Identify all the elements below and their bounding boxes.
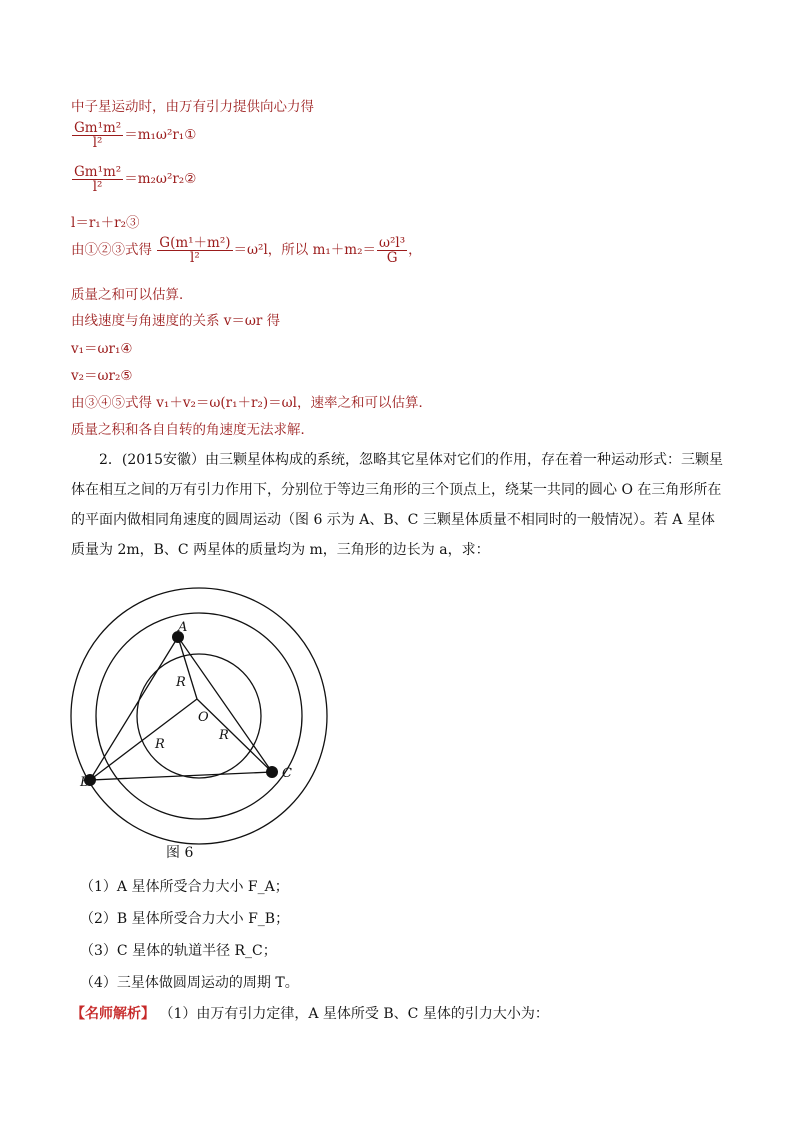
figure-three-star-orbit [68, 586, 338, 856]
equation-8: v₂＝ωr₂⑤ [71, 368, 133, 384]
label-b: B [80, 775, 90, 790]
star-c [266, 766, 278, 778]
label-r-a: R [176, 675, 186, 690]
radius-ob [90, 699, 197, 780]
equation-7: v₁＝ωr₁④ [71, 341, 133, 357]
analysis-line [71, 1003, 549, 1023]
problem-text: 2．(2015安徽）由三颗星体构成的系统，忽略其它星体对它们的作用，存在着一种运动形式：三颗星体在相互之间的万有引力作用下，分别位于等边三角形的三个顶点上，绕某一共同的圆心 O 在三角形所在的平面内做相同角速度的圆周运动（图 6 示为 A、B、C 三颗星体质量不相同时的一般情况）。若 A 星体质量为 2m，B、C 两星体的质量均为 m，三角形的边长为 a，求： [71, 452, 723, 558]
solution-intro: 中子星运动时，由万有引力提供向心力得 [71, 99, 314, 115]
analysis-tag: 【名师解析】 [71, 1006, 155, 1022]
question-2: （2）B 星体所受合力大小 F_B； [80, 911, 290, 927]
label-c: C [282, 766, 292, 781]
equation-4: 由①②③式得 $\frac{\text{G(m¹＋m²)}}{\text{l²}}$ ＝ω²l，所以 m₁＋m₂＝ $\frac{\text{ω²l³}}{G}$ ， [71, 235, 422, 267]
label-o: O [198, 710, 209, 725]
fraction: $\frac{\text{Gm¹m²}}{\text{l²}}$ [74, 120, 122, 152]
analysis-text: （1）由万有引力定律，A 星体所受 B、C 星体的引力大小为： [159, 1006, 549, 1022]
label-a: A [178, 620, 188, 635]
equation-2: $\frac{\text{Gm¹m²}}{\text{l²}}$ ＝m₂ω²r₂② [74, 164, 197, 196]
fraction: $\frac{\text{ω²l³}}{G}$ [379, 235, 406, 267]
equation-1: $\frac{\text{Gm¹m²}}{\text{l²}}$ ＝m₁ω²r₁① [74, 120, 197, 152]
solution-line-9: 由③④⑤式得 v₁＋v₂＝ω(r₁＋r₂)＝ωl，速率之和可以估算． [71, 395, 432, 411]
solution-line-6: 由线速度与角速度的关系 v＝ωr 得 [71, 313, 281, 329]
label-r-c: R [219, 728, 229, 743]
label-r-b: R [155, 737, 165, 752]
question-4: （4）三星体做圆周运动的周期 T。 [80, 975, 299, 991]
fraction: $\frac{\text{G(m¹＋m²)}}{\text{l²}}$ [159, 235, 231, 267]
equation-3: l＝r₁＋r₂③ [71, 215, 140, 231]
figure-caption: 图 6 [166, 845, 194, 861]
solution-line-10: 质量之积和各自自转的角速度无法求解． [71, 422, 314, 438]
question-3: （3）C 星体的轨道半径 R_C； [80, 943, 277, 959]
question-1: （1）A 星体所受合力大小 F_A； [80, 879, 289, 895]
solution-line-5: 质量之和可以估算． [71, 287, 193, 303]
fraction: $\frac{\text{Gm¹m²}}{\text{l²}}$ [74, 164, 122, 196]
